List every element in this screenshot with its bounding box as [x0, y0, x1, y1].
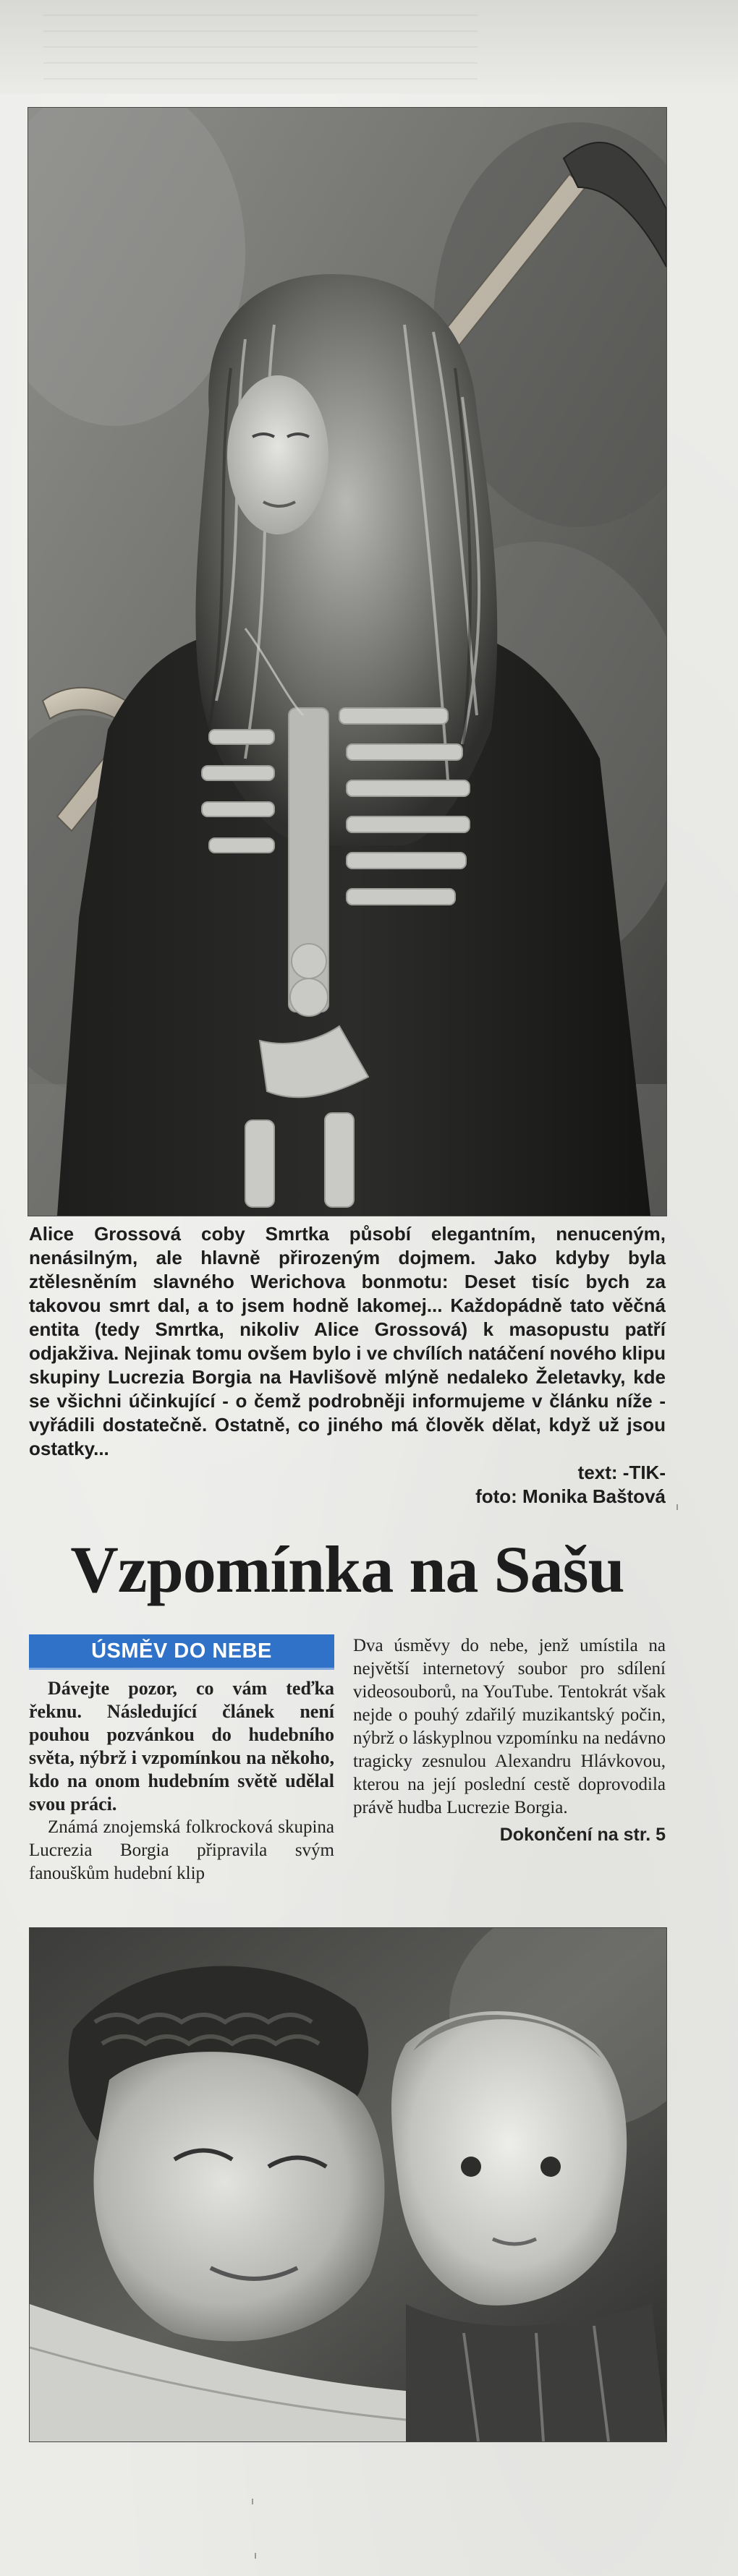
print-speck [252, 2499, 253, 2504]
continuation-note: Dokončení na str. 5 [499, 1825, 666, 1845]
white-face [227, 375, 328, 534]
article-body-right: Dva úsměvy do nebe, jenž umístila na největší internetový soubor pro sdílení videosouborů, na YouTube. Tentokrát však nejde o pouhý zdařilý muzikantský počin, nýbrž o láskyplnou vzpomínku na nedávno tragicky zesnulou Alexandru Hlávkovou, kterou na její poslední cestě doprovodila právě hudba Lucrezie Borgia. [353, 1636, 666, 1817]
caption-photo-credit: foto: Monika Baštová [475, 1485, 666, 1507]
mother-face [93, 2052, 384, 2341]
article-lead: Dávejte pozor, co vám teďka řeknu. Následující článek není pouhou pozvánkou do hudebního světa, nýbrž i vzpomínkou na někoho, kdo na onom hudebním světě udělal svou práci. [29, 1678, 334, 1814]
mother-child-photo [29, 1927, 667, 2442]
print-speck [255, 2553, 256, 2559]
print-speck [676, 1504, 678, 1510]
article-body-left: Známá znojemská folkrocková skupina Lucrezia Borgia připravila svým fanouškům hudební klip [29, 1817, 334, 1883]
caption-text-credit: text: -TIK- [577, 1462, 666, 1483]
caption-text: Alice Grossová coby Smrtka působí elegantním, nenuceným, nenásilným, ale hlavně přirozeným dojmem. Jako kdyby byla ztělesněním slavného Werichova bonmotu: Deset tisíc bych za takovou smrt dal, a to jsem hodně lakomej... Každopádně tato věčná entita (tedy Smrtka, nikoliv Alice Grossová) k masopustu patří odjakživa. Nejinak tomu ovšem bylo i ve chvílích natáčení nového klipu skupiny Lucrezia Borgia na Havlišově mlýně nedaleko Želetavky, kde se všichni účinkující - o čemž podrobněji informujeme v článku níže - vyřádili dostatečně. Ostatně, co jiného má člověk dělat, když už jsou ostatky... [29, 1223, 666, 1459]
bleed-through-lines [43, 14, 478, 80]
baby-face [391, 2011, 627, 2306]
article-right-column [353, 1634, 666, 1909]
rubric-badge: ÚSMĚV DO NEBE [29, 1634, 334, 1670]
previous-page-bleed [0, 0, 738, 94]
reaper-photo [27, 107, 667, 1216]
reaper-photo-illustration [28, 108, 666, 1216]
article-left-column [29, 1634, 334, 1909]
article-headline: Vzpomínka na Sašu [70, 1532, 624, 1606]
photo-caption [29, 1222, 666, 1507]
mother-child-illustration [30, 1928, 666, 2441]
